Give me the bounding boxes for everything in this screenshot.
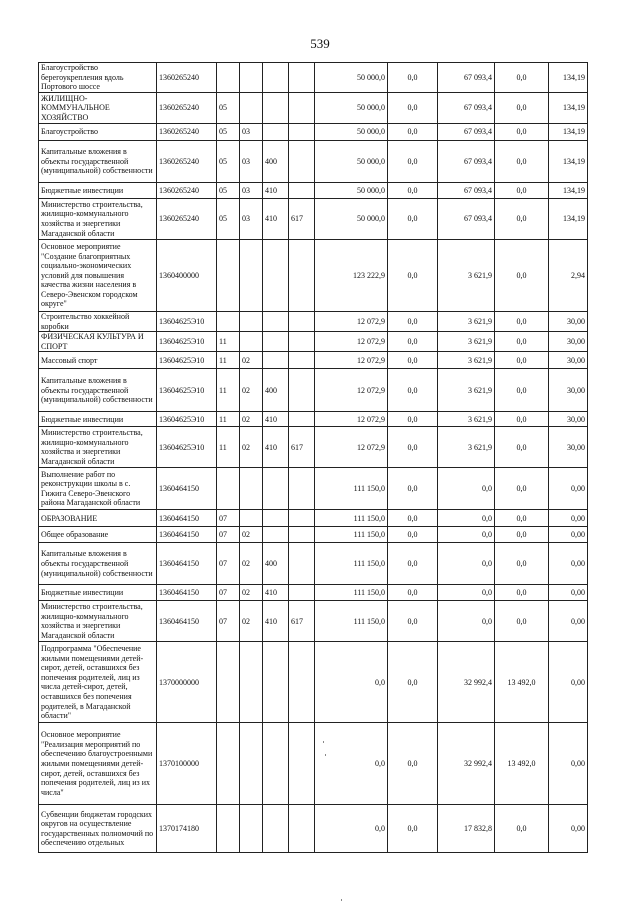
table-row bbox=[39, 352, 588, 369]
row-expense-type bbox=[263, 642, 289, 723]
row-section bbox=[217, 63, 240, 93]
row-code: 1360265240 bbox=[157, 141, 217, 183]
row-subsection: 02 bbox=[240, 527, 263, 543]
row-code: 1360265240 bbox=[157, 63, 217, 93]
row-subsection bbox=[240, 240, 263, 312]
scan-mark bbox=[341, 899, 342, 901]
row-name: Субвенции бюджетам городских округов на осуществление государственных полномочий по обеспечению отдельных bbox=[39, 805, 157, 853]
row-value-3: 3 621,9 bbox=[438, 240, 495, 312]
row-value-5: 0,00 bbox=[549, 585, 588, 601]
table-row bbox=[39, 601, 588, 642]
row-value-2: 0,0 bbox=[388, 141, 438, 183]
row-subsection bbox=[240, 332, 263, 352]
row-subsection: 02 bbox=[240, 352, 263, 369]
row-value-4: 0,0 bbox=[495, 93, 549, 124]
row-value-4: 13 492,0 bbox=[495, 642, 549, 723]
row-code: 1370174180 bbox=[157, 805, 217, 853]
table-row bbox=[39, 642, 588, 723]
row-expense-type: 410 bbox=[263, 601, 289, 642]
row-grbs-code bbox=[289, 468, 315, 510]
row-value-4: 0,0 bbox=[495, 412, 549, 427]
row-section bbox=[217, 642, 240, 723]
row-subsection bbox=[240, 805, 263, 853]
row-name: Массовый спорт bbox=[39, 352, 157, 369]
row-value-4: 0,0 bbox=[495, 585, 549, 601]
row-value-5: 134,19 bbox=[549, 63, 588, 93]
row-grbs-code bbox=[289, 369, 315, 412]
row-code: 1360265240 bbox=[157, 183, 217, 199]
row-subsection bbox=[240, 723, 263, 805]
row-section: 07 bbox=[217, 543, 240, 585]
row-grbs-code bbox=[289, 723, 315, 805]
row-value-3: 3 621,9 bbox=[438, 352, 495, 369]
row-name: Строительство хоккейной коробки bbox=[39, 312, 157, 332]
row-value-2: 0,0 bbox=[388, 723, 438, 805]
row-code: 13604625Э10 bbox=[157, 352, 217, 369]
row-value-1: 111 150,0 bbox=[315, 601, 388, 642]
row-expense-type bbox=[263, 527, 289, 543]
row-value-4: 0,0 bbox=[495, 141, 549, 183]
table-row bbox=[39, 369, 588, 412]
row-code: 13604625Э10 bbox=[157, 427, 217, 468]
row-value-2: 0,0 bbox=[388, 642, 438, 723]
row-value-5: 0,00 bbox=[549, 468, 588, 510]
table-row bbox=[39, 585, 588, 601]
row-code: 13604625Э10 bbox=[157, 412, 217, 427]
row-subsection bbox=[240, 510, 263, 527]
row-name: Благоустройство берегоукрепления вдоль Портового шоссе bbox=[39, 63, 157, 93]
row-value-1: 111 150,0 bbox=[315, 468, 388, 510]
row-section: 11 bbox=[217, 427, 240, 468]
row-subsection: 03 bbox=[240, 199, 263, 240]
table-row bbox=[39, 723, 588, 805]
row-value-2: 0,0 bbox=[388, 199, 438, 240]
row-subsection: 02 bbox=[240, 427, 263, 468]
row-value-3: 32 992,4 bbox=[438, 723, 495, 805]
row-value-1: 111 150,0 bbox=[315, 527, 388, 543]
row-code: 13604625Э10 bbox=[157, 312, 217, 332]
row-grbs-code bbox=[289, 141, 315, 183]
row-value-1: 50 000,0 bbox=[315, 183, 388, 199]
row-value-3: 0,0 bbox=[438, 468, 495, 510]
row-name: Подпрограмма "Обеспечение жилыми помещениями детей-сирот, детей, оставшихся без попечения родителей, лиц из числа детей-сирот, детей, оставшихся без попечения родителей, в Магаданской области" bbox=[39, 642, 157, 723]
table-row bbox=[39, 141, 588, 183]
row-value-3: 67 093,4 bbox=[438, 141, 495, 183]
row-subsection: 02 bbox=[240, 543, 263, 585]
row-grbs-code: 617 bbox=[289, 199, 315, 240]
row-expense-type: 410 bbox=[263, 412, 289, 427]
row-section bbox=[217, 805, 240, 853]
row-value-5: 30,00 bbox=[549, 312, 588, 332]
row-value-4: 0,0 bbox=[495, 543, 549, 585]
row-value-3: 67 093,4 bbox=[438, 199, 495, 240]
row-value-3: 67 093,4 bbox=[438, 93, 495, 124]
row-name: Основное мероприятие "Создание благоприятных социально-экономических условий для повышения качества жизни населения в Северо-Эвенском городском округе" bbox=[39, 240, 157, 312]
row-name: Министерство строительства, жилищно-коммунального хозяйства и энергетики Магаданской области bbox=[39, 199, 157, 240]
row-value-5: 0,00 bbox=[549, 601, 588, 642]
row-value-5: 0,00 bbox=[549, 510, 588, 527]
row-section bbox=[217, 240, 240, 312]
row-code: 1360464150 bbox=[157, 543, 217, 585]
row-value-1: 111 150,0 bbox=[315, 543, 388, 585]
row-section bbox=[217, 312, 240, 332]
table-row bbox=[39, 312, 588, 332]
row-code: 1360464150 bbox=[157, 468, 217, 510]
row-expense-type: 410 bbox=[263, 585, 289, 601]
row-code: 1360265240 bbox=[157, 124, 217, 141]
row-expense-type: 410 bbox=[263, 427, 289, 468]
row-section bbox=[217, 468, 240, 510]
row-code: 1360265240 bbox=[157, 199, 217, 240]
row-value-4: 0,0 bbox=[495, 805, 549, 853]
row-name: Министерство строительства, жилищно-коммунального хозяйства и энергетики Магаданской области bbox=[39, 427, 157, 468]
row-grbs-code: 617 bbox=[289, 427, 315, 468]
table-row bbox=[39, 468, 588, 510]
row-grbs-code bbox=[289, 240, 315, 312]
row-section: 11 bbox=[217, 412, 240, 427]
row-value-2: 0,0 bbox=[388, 527, 438, 543]
table-row bbox=[39, 199, 588, 240]
row-expense-type bbox=[263, 240, 289, 312]
row-section bbox=[217, 723, 240, 805]
row-code: 1360400000 bbox=[157, 240, 217, 312]
row-value-5: 0,00 bbox=[549, 723, 588, 805]
table-row bbox=[39, 124, 588, 141]
row-value-2: 0,0 bbox=[388, 601, 438, 642]
table-row bbox=[39, 93, 588, 124]
row-value-3: 3 621,9 bbox=[438, 332, 495, 352]
row-expense-type bbox=[263, 63, 289, 93]
row-value-1: 0,0 bbox=[315, 642, 388, 723]
row-value-4: 0,0 bbox=[495, 468, 549, 510]
row-name: Министерство строительства, жилищно-коммунального хозяйства и энергетики Магаданской области bbox=[39, 601, 157, 642]
row-value-3: 67 093,4 bbox=[438, 124, 495, 141]
row-value-5: 30,00 bbox=[549, 352, 588, 369]
row-value-1: 111 150,0 bbox=[315, 585, 388, 601]
row-value-5: 0,00 bbox=[549, 642, 588, 723]
row-value-1: 12 072,9 bbox=[315, 352, 388, 369]
row-grbs-code bbox=[289, 312, 315, 332]
row-value-5: 0,00 bbox=[549, 527, 588, 543]
row-value-5: 134,19 bbox=[549, 93, 588, 124]
row-subsection: 02 bbox=[240, 601, 263, 642]
row-expense-type: 410 bbox=[263, 183, 289, 199]
row-value-3: 0,0 bbox=[438, 601, 495, 642]
row-value-1: 50 000,0 bbox=[315, 124, 388, 141]
row-value-2: 0,0 bbox=[388, 543, 438, 585]
row-value-2: 0,0 bbox=[388, 510, 438, 527]
row-value-5: 0,00 bbox=[549, 805, 588, 853]
scan-mark bbox=[325, 754, 326, 756]
row-name: Бюджетные инвестиции bbox=[39, 412, 157, 427]
row-value-5: 134,19 bbox=[549, 124, 588, 141]
row-code: 13604625Э10 bbox=[157, 332, 217, 352]
row-value-2: 0,0 bbox=[388, 468, 438, 510]
row-name: ОБРАЗОВАНИЕ bbox=[39, 510, 157, 527]
row-value-3: 17 832,8 bbox=[438, 805, 495, 853]
row-value-3: 3 621,9 bbox=[438, 427, 495, 468]
row-value-5: 0,00 bbox=[549, 543, 588, 585]
row-value-4: 13 492,0 bbox=[495, 723, 549, 805]
row-value-4: 0,0 bbox=[495, 332, 549, 352]
row-value-1: 0,0 bbox=[315, 723, 388, 805]
row-value-2: 0,0 bbox=[388, 412, 438, 427]
row-name: Бюджетные инвестиции bbox=[39, 585, 157, 601]
row-name: ФИЗИЧЕСКАЯ КУЛЬТУРА И СПОРТ bbox=[39, 332, 157, 352]
row-name: Капитальные вложения в объекты государственной (муниципальной) собственности bbox=[39, 369, 157, 412]
row-expense-type bbox=[263, 723, 289, 805]
row-code: 1370000000 bbox=[157, 642, 217, 723]
row-code: 1360464150 bbox=[157, 585, 217, 601]
table-row bbox=[39, 412, 588, 427]
row-value-1: 0,0 bbox=[315, 805, 388, 853]
row-expense-type: 400 bbox=[263, 369, 289, 412]
row-subsection bbox=[240, 312, 263, 332]
row-value-2: 0,0 bbox=[388, 332, 438, 352]
row-section: 05 bbox=[217, 141, 240, 183]
row-code: 1360265240 bbox=[157, 93, 217, 124]
row-grbs-code bbox=[289, 183, 315, 199]
row-name: Основное мероприятие "Реализация мероприятий по обеспечению благоустроенными жилыми помещениями детей-сирот, детей, оставшихся без попечения родителей, лиц из их числа" bbox=[39, 723, 157, 805]
row-value-2: 0,0 bbox=[388, 427, 438, 468]
row-value-5: 30,00 bbox=[549, 332, 588, 352]
scan-mark bbox=[323, 741, 324, 743]
row-value-3: 0,0 bbox=[438, 510, 495, 527]
row-subsection: 02 bbox=[240, 585, 263, 601]
row-value-2: 0,0 bbox=[388, 805, 438, 853]
row-value-1: 50 000,0 bbox=[315, 141, 388, 183]
table-row bbox=[39, 527, 588, 543]
row-value-4: 0,0 bbox=[495, 369, 549, 412]
row-name: Благоустройство bbox=[39, 124, 157, 141]
row-expense-type: 400 bbox=[263, 543, 289, 585]
row-value-1: 12 072,9 bbox=[315, 332, 388, 352]
row-code: 1360464150 bbox=[157, 510, 217, 527]
row-name: Общее образование bbox=[39, 527, 157, 543]
row-grbs-code bbox=[289, 412, 315, 427]
row-code: 1360464150 bbox=[157, 527, 217, 543]
budget-table-body bbox=[39, 63, 588, 853]
row-value-2: 0,0 bbox=[388, 240, 438, 312]
row-grbs-code bbox=[289, 805, 315, 853]
row-name: ЖИЛИЩНО-КОММУНАЛЬНОЕ ХОЗЯЙСТВО bbox=[39, 93, 157, 124]
row-grbs-code bbox=[289, 510, 315, 527]
row-value-3: 0,0 bbox=[438, 585, 495, 601]
row-subsection: 03 bbox=[240, 124, 263, 141]
row-value-3: 0,0 bbox=[438, 527, 495, 543]
row-subsection: 03 bbox=[240, 141, 263, 183]
row-grbs-code bbox=[289, 63, 315, 93]
row-grbs-code bbox=[289, 527, 315, 543]
row-value-4: 0,0 bbox=[495, 352, 549, 369]
table-row bbox=[39, 427, 588, 468]
row-value-3: 3 621,9 bbox=[438, 369, 495, 412]
row-name: Капитальные вложения в объекты государственной (муниципальной) собственности bbox=[39, 141, 157, 183]
row-expense-type bbox=[263, 805, 289, 853]
page-number: 539 bbox=[310, 36, 330, 51]
row-subsection: 02 bbox=[240, 369, 263, 412]
row-value-2: 0,0 bbox=[388, 124, 438, 141]
row-section: 11 bbox=[217, 352, 240, 369]
row-code: 1360464150 bbox=[157, 601, 217, 642]
row-expense-type bbox=[263, 352, 289, 369]
row-value-5: 30,00 bbox=[549, 427, 588, 468]
table-row bbox=[39, 332, 588, 352]
table-row bbox=[39, 805, 588, 853]
row-value-3: 67 093,4 bbox=[438, 183, 495, 199]
row-value-2: 0,0 bbox=[388, 312, 438, 332]
row-section: 07 bbox=[217, 527, 240, 543]
row-value-3: 3 621,9 bbox=[438, 412, 495, 427]
row-value-4: 0,0 bbox=[495, 527, 549, 543]
row-value-2: 0,0 bbox=[388, 183, 438, 199]
row-value-5: 2,94 bbox=[549, 240, 588, 312]
table-row bbox=[39, 510, 588, 527]
row-section: 11 bbox=[217, 332, 240, 352]
row-grbs-code bbox=[289, 543, 315, 585]
row-code: 1370100000 bbox=[157, 723, 217, 805]
table-row bbox=[39, 543, 588, 585]
row-name: Капитальные вложения в объекты государственной (муниципальной) собственности bbox=[39, 543, 157, 585]
table-row bbox=[39, 63, 588, 93]
row-subsection: 03 bbox=[240, 183, 263, 199]
table-row bbox=[39, 183, 588, 199]
row-value-3: 0,0 bbox=[438, 543, 495, 585]
row-value-4: 0,0 bbox=[495, 199, 549, 240]
row-value-1: 123 222,9 bbox=[315, 240, 388, 312]
budget-table bbox=[38, 62, 588, 853]
row-section: 11 bbox=[217, 369, 240, 412]
row-subsection bbox=[240, 63, 263, 93]
row-value-5: 134,19 bbox=[549, 183, 588, 199]
row-code: 13604625Э10 bbox=[157, 369, 217, 412]
row-value-1: 50 000,0 bbox=[315, 199, 388, 240]
row-expense-type bbox=[263, 312, 289, 332]
row-value-5: 30,00 bbox=[549, 369, 588, 412]
row-section: 07 bbox=[217, 585, 240, 601]
row-value-1: 50 000,0 bbox=[315, 93, 388, 124]
row-value-2: 0,0 bbox=[388, 63, 438, 93]
row-value-4: 0,0 bbox=[495, 124, 549, 141]
row-name: Бюджетные инвестиции bbox=[39, 183, 157, 199]
row-grbs-code bbox=[289, 352, 315, 369]
row-value-1: 111 150,0 bbox=[315, 510, 388, 527]
row-expense-type bbox=[263, 93, 289, 124]
row-section: 07 bbox=[217, 601, 240, 642]
row-grbs-code: 617 bbox=[289, 601, 315, 642]
row-value-2: 0,0 bbox=[388, 352, 438, 369]
row-value-4: 0,0 bbox=[495, 63, 549, 93]
row-value-2: 0,0 bbox=[388, 93, 438, 124]
row-value-3: 3 621,9 bbox=[438, 312, 495, 332]
row-value-1: 50 000,0 bbox=[315, 63, 388, 93]
row-expense-type bbox=[263, 124, 289, 141]
row-section: 05 bbox=[217, 183, 240, 199]
row-value-3: 67 093,4 bbox=[438, 63, 495, 93]
row-name: Выполнение работ по реконструкции школы в с. Гижига Северо-Эвенского района Магаданской области bbox=[39, 468, 157, 510]
row-value-3: 32 992,4 bbox=[438, 642, 495, 723]
row-section: 05 bbox=[217, 93, 240, 124]
row-value-1: 12 072,9 bbox=[315, 369, 388, 412]
row-subsection bbox=[240, 642, 263, 723]
row-value-4: 0,0 bbox=[495, 312, 549, 332]
row-value-2: 0,0 bbox=[388, 585, 438, 601]
row-value-4: 0,0 bbox=[495, 427, 549, 468]
table-row bbox=[39, 240, 588, 312]
row-value-1: 12 072,9 bbox=[315, 427, 388, 468]
row-grbs-code bbox=[289, 93, 315, 124]
row-subsection: 02 bbox=[240, 412, 263, 427]
row-value-5: 30,00 bbox=[549, 412, 588, 427]
row-value-2: 0,0 bbox=[388, 369, 438, 412]
row-value-1: 12 072,9 bbox=[315, 312, 388, 332]
row-section: 07 bbox=[217, 510, 240, 527]
row-section: 05 bbox=[217, 199, 240, 240]
row-value-4: 0,0 bbox=[495, 240, 549, 312]
row-value-1: 12 072,9 bbox=[315, 412, 388, 427]
row-expense-type bbox=[263, 510, 289, 527]
row-grbs-code bbox=[289, 332, 315, 352]
row-value-4: 0,0 bbox=[495, 601, 549, 642]
row-subsection bbox=[240, 93, 263, 124]
row-value-5: 134,19 bbox=[549, 199, 588, 240]
row-grbs-code bbox=[289, 585, 315, 601]
row-grbs-code bbox=[289, 642, 315, 723]
row-subsection bbox=[240, 468, 263, 510]
row-expense-type bbox=[263, 332, 289, 352]
row-expense-type bbox=[263, 468, 289, 510]
row-value-4: 0,0 bbox=[495, 510, 549, 527]
row-value-4: 0,0 bbox=[495, 183, 549, 199]
row-grbs-code bbox=[289, 124, 315, 141]
row-expense-type: 410 bbox=[263, 199, 289, 240]
row-section: 05 bbox=[217, 124, 240, 141]
row-value-5: 134,19 bbox=[549, 141, 588, 183]
row-expense-type: 400 bbox=[263, 141, 289, 183]
